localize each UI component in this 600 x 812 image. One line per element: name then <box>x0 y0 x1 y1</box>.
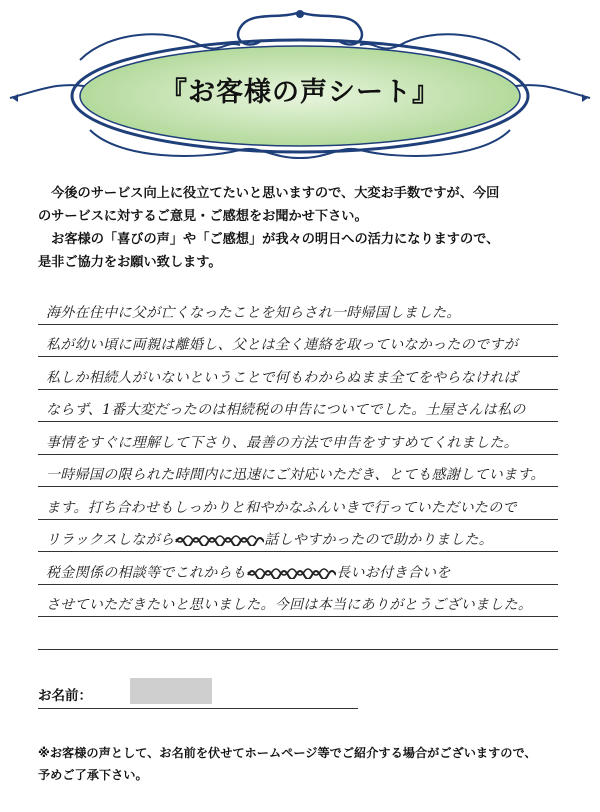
handwritten-text: 話しやすかったので助かりました。 <box>264 532 494 548</box>
response-line <box>38 520 558 553</box>
handwritten-text: ならず、1番大変だったのは相続税の申告についてでした。土屋さんは私の <box>46 402 526 418</box>
response-line <box>38 422 558 455</box>
response-line <box>38 585 558 618</box>
response-line <box>38 455 558 488</box>
handwritten-text: 私しか相続人がいないということで何もわからぬまま全てをやらなければ <box>46 369 518 386</box>
handwritten-text: 税金関係の相談等でこれからも <box>46 564 247 581</box>
response-line <box>38 357 558 390</box>
handwritten-text: 事情をすぐに理解して下さり、最善の方法で申告をすすめてくれました。 <box>46 434 519 451</box>
handwritten-text: 一時帰国の限られた時間内に迅速にご対応いただき、とても感謝しています。 <box>46 467 545 483</box>
handwritten-text: 長いお付き合いを <box>336 564 451 581</box>
handwritten-response <box>38 292 558 650</box>
intro-line: お客様の「喜びの声」や「ご感想」が我々の明日への活力になりますので、 <box>38 232 500 247</box>
intro-line: 是非ご協力をお願い致します。 <box>38 255 222 270</box>
handwritten-text: 私が幼い頃に両親は離婚し、父とは全く連絡を取っていなかったのですが <box>46 337 518 353</box>
note-line: 予めご了承下さい。 <box>38 768 148 782</box>
handwritten-text: 海外在住中に父が亡くなったことを知らされ一時帰国しました。 <box>46 304 461 321</box>
footer-note <box>38 742 566 786</box>
response-line <box>38 292 558 325</box>
page-title: 『お客様の声シート』 <box>160 77 440 108</box>
intro-text <box>38 182 566 274</box>
name-field <box>38 678 358 709</box>
scribble-redaction-icon <box>246 567 336 579</box>
handwritten-text-with-scribble <box>46 529 493 549</box>
handwritten-text: ます。打ち合わせもしっかりと和やかなふんいきで行っていただいたので <box>46 499 517 516</box>
name-label: お名前： <box>38 688 92 704</box>
handwritten-text: リラックスしながら <box>46 532 175 548</box>
response-line <box>38 390 558 423</box>
handwritten-text: させていただきたいと思いました。今回は本当にありがとうございました。 <box>46 597 533 613</box>
name-redaction-box <box>130 678 212 704</box>
scribble-redaction-icon <box>174 534 264 546</box>
note-line: ※お客様の声として、お名前を伏せてホームページ等でご紹介する場合がございますので、 <box>38 746 537 760</box>
response-line-empty <box>38 617 558 650</box>
response-line <box>38 552 558 585</box>
response-line <box>38 487 558 520</box>
intro-line: のサービスに対するご意見・ご感想をお聞かせ下さい。 <box>38 209 368 224</box>
intro-line: 今後のサービス向上に役立てたいと思いますので、大変お手数ですが、今回 <box>38 186 500 201</box>
response-line <box>38 325 558 358</box>
handwritten-text-with-scribble <box>46 562 451 582</box>
